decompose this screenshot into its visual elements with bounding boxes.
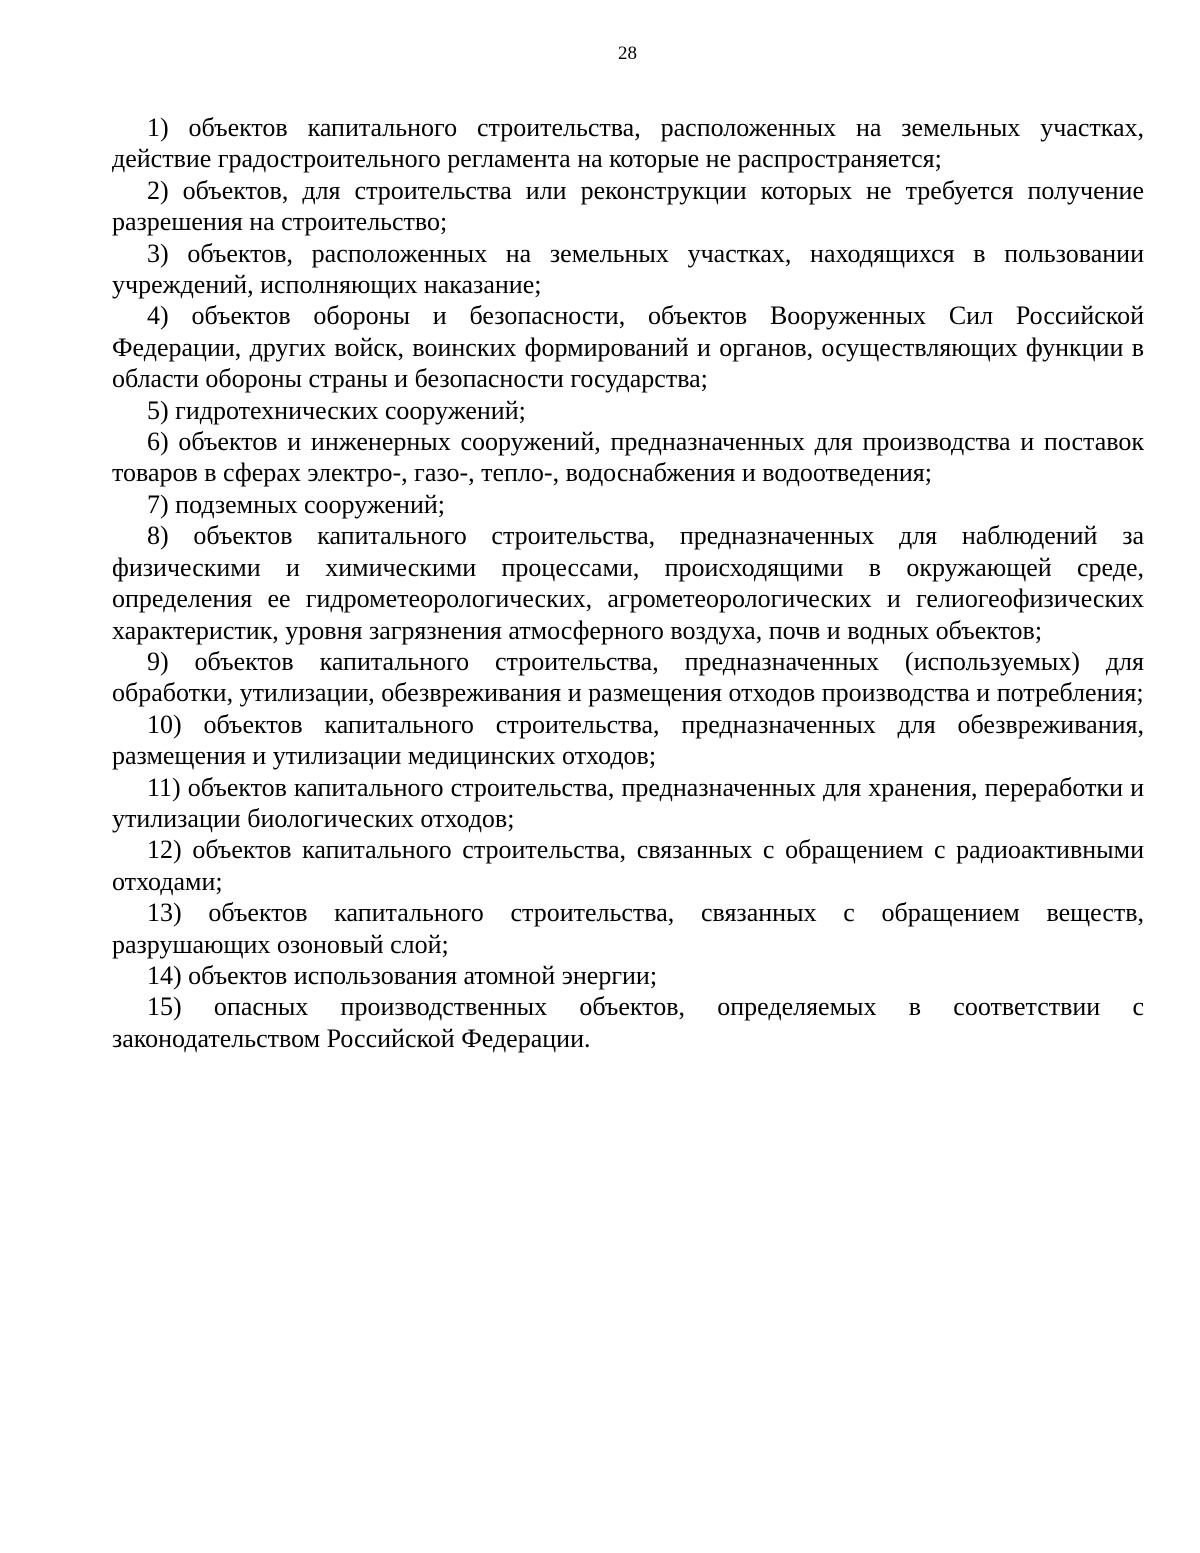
list-item: 4) объектов обороны и безопасности, объектов Вооруженных Сил Российской Федерации, других войск, воинских формирований и органов, осуществляющих функции в области обороны страны и безопасности государства; xyxy=(112,301,1144,394)
list-item: 11) объектов капитального строительства, предназначенных для хранения, переработки и утилизации биологических отходов; xyxy=(112,772,1144,833)
list-item: 10) объектов капитального строительства, предназначенных для обезвреживания, размещения и утилизации медицинских отходов; xyxy=(112,709,1144,771)
list-item: 5) гидротехнических сооружений; xyxy=(147,395,526,425)
list-item: 9) объектов капитального строительства, предназначенных (используемых) для обработки, утилизации, обезвреживания и размещения отходов производства и потребления; xyxy=(112,646,1144,708)
list-item: 6) объектов и инженерных сооружений, предназначенных для производства и поставок товаров в сферах электро-, газо-, тепло-, водоснабжения и водоотведения; xyxy=(112,427,1144,488)
list-item: 15) опасных производственных объектов, определяемых в соответствии с законодательством Российской Федерации. xyxy=(112,992,1144,1053)
list-item: 12) объектов капитального строительства, связанных с обращением с радиоактивными отходами; xyxy=(112,835,1144,896)
page-number: 28 xyxy=(618,43,637,64)
document-body xyxy=(112,112,1144,1054)
list-item: 3) объектов, расположенных на земельных участках, находящихся в пользовании учреждений, исполняющих наказание; xyxy=(112,238,1144,300)
list-item: 2) объектов, для строительства или реконструкции которых не требуется получение разрешения на строительство; xyxy=(112,175,1144,237)
list-item: 8) объектов капитального строительства, предназначенных для наблюдений за физическими и химическими процессами, происходящими в окружающей среде, определения ее гидрометеорологических, агрометеорологических и гелиогеофизических характеристик, уровня загрязнения атмосферного воздуха, почв и водных объектов; xyxy=(112,521,1144,645)
list-item: 13) объектов капитального строительства, связанных с обращением веществ, разрушающих озоновый слой; xyxy=(112,898,1144,959)
list-item: 7) подземных сооружений; xyxy=(147,489,445,519)
list-item: 14) объектов использования атомной энергии; xyxy=(147,960,658,990)
list-item: 1) объектов капитального строительства, расположенных на земельных участках, действие градостроительного регламента на которые не распространяется; xyxy=(112,113,1144,174)
